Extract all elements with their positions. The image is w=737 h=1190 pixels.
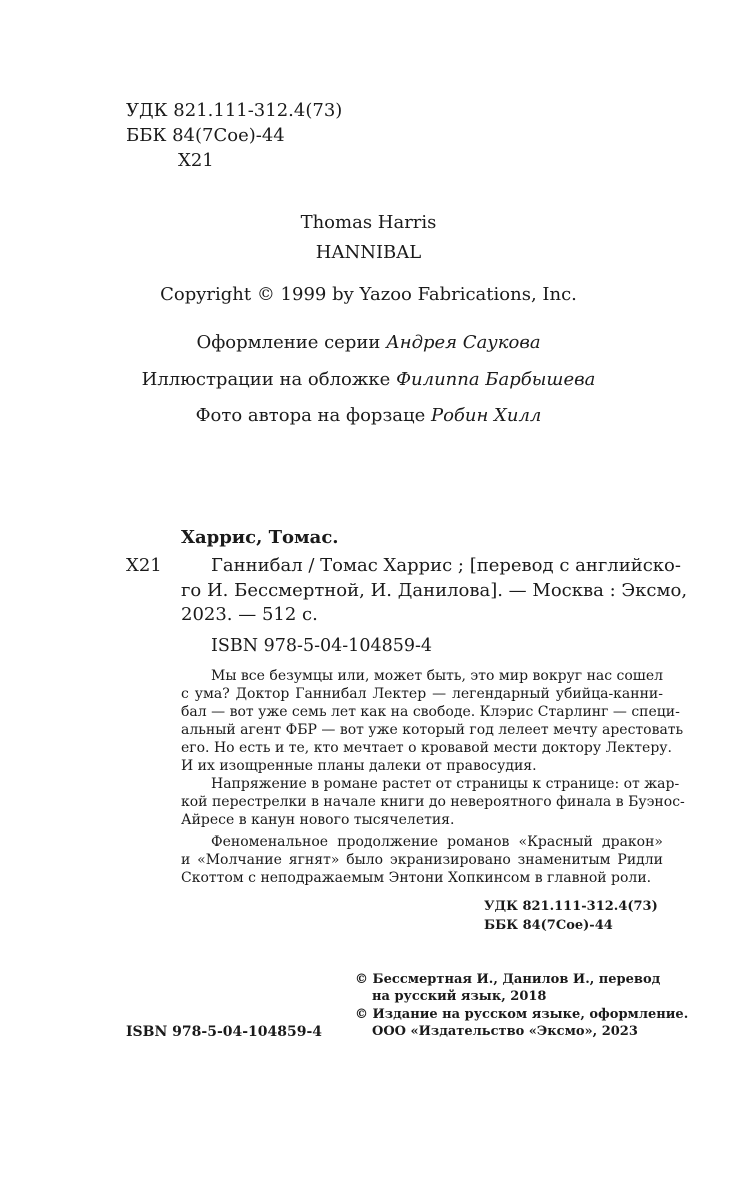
annotation-line: его. Но есть и те, кто мечтает о кровавой мести доктору Лектеру. [181,740,672,756]
credit-person: Робин Хилл [430,405,542,426]
catalog-heading: Харрис, Томас. [181,527,339,548]
annotation-line: и «Молчание ягнят» было экранизировано знаменитым Ридли [181,852,663,868]
catalog-mark: Х21 [126,555,162,576]
original-title: HANNIBAL [315,242,422,263]
author-mark: Х21 [178,150,214,171]
credit-label: Фото автора на форзаце [195,405,426,426]
udk-code: УДК 821.111-312.4(73) [126,100,343,121]
credit-person: Филиппа Барбышева [396,369,596,390]
credit-label: Иллюстрации на обложке [141,369,391,390]
bottom-bbk-code: ББК 84(7Сое)-44 [484,918,613,933]
bbk-code: ББК 84(7Сое)-44 [126,125,285,146]
catalog-isbn: ISBN 978-5-04-104859-4 [211,636,433,656]
annotation-line: Скоттом с неподражаемым Энтони Хопкинсом в главной роли. [181,870,652,886]
credit-person: Андрея Саукова [386,332,541,353]
annotation-line: Феноменальное продолжение романов «Красный дракон» [211,834,663,850]
rights-line: © Издание на русском языке, оформление. [355,1007,689,1022]
original-author: Thomas Harris [300,212,437,233]
catalog-line: го И. Бессмертной, И. Данилова]. — Москва : Эксмо, [181,580,688,601]
annotation-line: Напряжение в романе растет от страницы к странице: от жар- [211,776,680,792]
credit-series-design [0,332,737,353]
catalog-line: Ганнибал / Томас Харрис ; [перевод с английско- [211,555,681,576]
annotation-line: Мы все безумцы или, может быть, это мир вокруг нас сошел [211,668,664,684]
credit-label: Оформление серии [196,332,381,353]
annotation-line: кой перестрелки в начале книги до невероятного финала в Буэнос- [181,794,685,810]
credit-cover-illustration [0,369,737,390]
catalog-line: 2023. — 512 с. [181,604,318,625]
annotation-line: альный агент ФБР — вот уже который год лелеет мечту арестовать [181,722,684,738]
annotation-line: с ума? Доктор Ганнибал Лектер — легендарный убийца-канни- [181,686,663,702]
annotation-line: И их изощренные планы далеки от правосудия. [181,758,537,774]
rights-line: ООО «Издательство «Эксмо», 2023 [372,1024,638,1039]
rights-line: на русский язык, 2018 [372,989,547,1004]
rights-line: © Бессмертная И., Данилов И., перевод [355,972,661,987]
bottom-isbn: ISBN 978-5-04-104859-4 [126,1024,323,1040]
annotation-line: бал — вот уже семь лет как на свободе. Клэрис Старлинг — специ- [181,704,680,720]
credit-author-photo [0,405,737,426]
copyright-line: Copyright © 1999 by Yazoo Fabrications, Inc. [160,284,577,305]
annotation-line: Айресе в канун нового тысячелетия. [181,812,455,828]
bottom-udk-code: УДК 821.111-312.4(73) [484,899,658,914]
